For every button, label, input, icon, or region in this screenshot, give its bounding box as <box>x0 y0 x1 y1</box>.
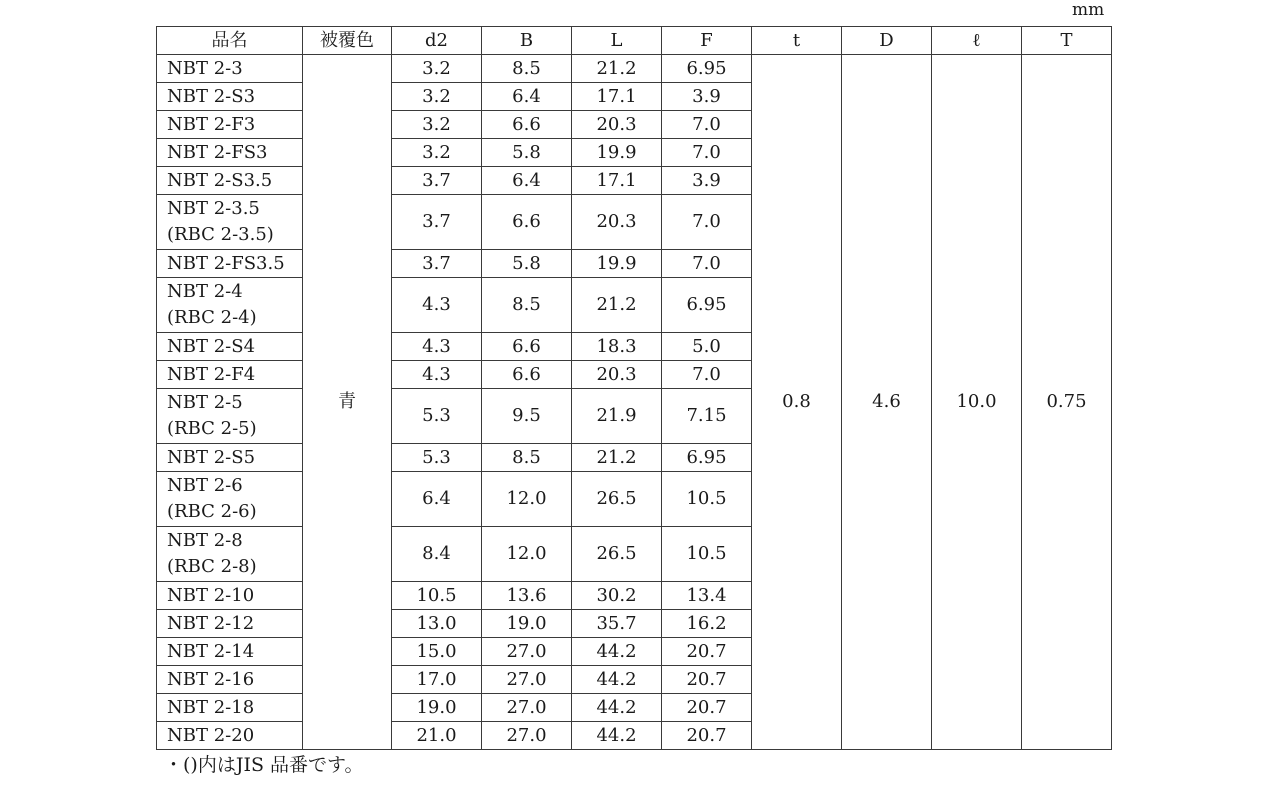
value-f-cell: 7.0 <box>662 195 752 250</box>
part-name: NBT 2-F4 <box>167 363 256 385</box>
header-b: B <box>482 27 572 55</box>
table-header <box>157 27 1112 55</box>
spec-table <box>156 26 1112 750</box>
value-d2-cell: 3.2 <box>392 83 482 111</box>
part-name-cell <box>157 610 303 638</box>
header-ell: ℓ <box>932 27 1022 55</box>
value-d2-cell: 3.2 <box>392 55 482 83</box>
part-name-cell <box>157 694 303 722</box>
value-b-cell: 6.6 <box>482 361 572 389</box>
value-d2-cell: 3.2 <box>392 139 482 167</box>
value-f-cell: 7.0 <box>662 139 752 167</box>
footnote: ・()内はJIS 品番です。 <box>164 754 364 776</box>
part-name-cell <box>157 55 303 83</box>
value-l-cell: 17.1 <box>572 167 662 195</box>
value-f-cell: 6.95 <box>662 55 752 83</box>
part-name: NBT 2-S3.5 <box>167 169 273 191</box>
part-name-cell <box>157 139 303 167</box>
value-thickness-cell: 0.75 <box>1022 55 1112 750</box>
value-b-cell: 6.6 <box>482 111 572 139</box>
value-l-cell: 20.3 <box>572 361 662 389</box>
part-name: NBT 2-4 <box>167 281 243 302</box>
header-l: L <box>572 27 662 55</box>
value-f-cell: 6.95 <box>662 444 752 472</box>
value-f-cell: 20.7 <box>662 722 752 750</box>
part-name: NBT 2-16 <box>167 668 255 690</box>
part-name: (RBC 2-8) <box>167 556 257 577</box>
value-b-cell: 13.6 <box>482 582 572 610</box>
value-d2-cell: 4.3 <box>392 361 482 389</box>
value-l-cell: 35.7 <box>572 610 662 638</box>
part-name: NBT 2-8 <box>167 530 243 551</box>
part-name-cell <box>157 666 303 694</box>
header-d: D <box>842 27 932 55</box>
value-b-cell: 5.8 <box>482 139 572 167</box>
value-d-cell: 4.6 <box>842 55 932 750</box>
value-b-cell: 27.0 <box>482 666 572 694</box>
part-name-cell <box>157 195 303 250</box>
value-d2-cell: 3.2 <box>392 111 482 139</box>
value-b-cell: 27.0 <box>482 694 572 722</box>
header-row <box>157 27 1112 55</box>
value-d2-cell: 4.3 <box>392 333 482 361</box>
part-name-cell <box>157 444 303 472</box>
part-name: NBT 2-5 <box>167 392 243 413</box>
value-f-cell: 16.2 <box>662 610 752 638</box>
table-row <box>157 55 1112 83</box>
value-d2-cell: 5.3 <box>392 389 482 444</box>
coating-color-cell: 青 <box>303 55 392 750</box>
value-f-cell: 6.95 <box>662 278 752 333</box>
value-d2-cell: 8.4 <box>392 527 482 582</box>
part-name: NBT 2-S4 <box>167 335 256 357</box>
part-name: NBT 2-F3 <box>167 113 256 135</box>
value-l-cell: 21.9 <box>572 389 662 444</box>
value-f-cell: 5.0 <box>662 333 752 361</box>
value-f-cell: 10.5 <box>662 472 752 527</box>
value-d2-cell: 13.0 <box>392 610 482 638</box>
value-l-cell: 44.2 <box>572 694 662 722</box>
part-name: (RBC 2-3.5) <box>167 224 274 245</box>
value-d2-cell: 15.0 <box>392 638 482 666</box>
part-name-cell <box>157 582 303 610</box>
value-l-cell: 21.2 <box>572 444 662 472</box>
part-name: NBT 2-20 <box>167 724 255 746</box>
value-f-cell: 20.7 <box>662 638 752 666</box>
value-b-cell: 6.6 <box>482 333 572 361</box>
part-name: NBT 2-18 <box>167 696 255 718</box>
value-d2-cell: 3.7 <box>392 250 482 278</box>
value-l-cell: 44.2 <box>572 722 662 750</box>
part-name: NBT 2-S5 <box>167 446 256 468</box>
value-b-cell: 6.4 <box>482 167 572 195</box>
header-t: t <box>752 27 842 55</box>
value-l-cell: 20.3 <box>572 195 662 250</box>
value-b-cell: 5.8 <box>482 250 572 278</box>
value-b-cell: 6.6 <box>482 195 572 250</box>
part-name: (RBC 2-6) <box>167 501 257 522</box>
value-f-cell: 3.9 <box>662 167 752 195</box>
value-d2-cell: 4.3 <box>392 278 482 333</box>
part-name: NBT 2-10 <box>167 584 255 606</box>
value-b-cell: 9.5 <box>482 389 572 444</box>
part-name-cell <box>157 278 303 333</box>
value-b-cell: 8.5 <box>482 278 572 333</box>
table-body <box>157 55 1112 750</box>
value-f-cell: 7.15 <box>662 389 752 444</box>
value-d2-cell: 3.7 <box>392 167 482 195</box>
value-l-cell: 26.5 <box>572 472 662 527</box>
value-ell-cell: 10.0 <box>932 55 1022 750</box>
part-name: NBT 2-14 <box>167 640 255 662</box>
value-l-cell: 18.3 <box>572 333 662 361</box>
part-name-cell <box>157 472 303 527</box>
value-l-cell: 44.2 <box>572 666 662 694</box>
value-d2-cell: 21.0 <box>392 722 482 750</box>
value-l-cell: 20.3 <box>572 111 662 139</box>
value-l-cell: 30.2 <box>572 582 662 610</box>
part-name-cell <box>157 83 303 111</box>
value-d2-cell: 17.0 <box>392 666 482 694</box>
value-f-cell: 20.7 <box>662 694 752 722</box>
value-b-cell: 27.0 <box>482 638 572 666</box>
value-b-cell: 6.4 <box>482 83 572 111</box>
value-d2-cell: 19.0 <box>392 694 482 722</box>
value-l-cell: 26.5 <box>572 527 662 582</box>
part-name-cell <box>157 638 303 666</box>
part-name-cell <box>157 250 303 278</box>
value-b-cell: 8.5 <box>482 444 572 472</box>
value-t-cell: 0.8 <box>752 55 842 750</box>
value-f-cell: 20.7 <box>662 666 752 694</box>
value-b-cell: 27.0 <box>482 722 572 750</box>
header-name: 品名 <box>157 27 303 55</box>
header-thickness: T <box>1022 27 1112 55</box>
value-d2-cell: 10.5 <box>392 582 482 610</box>
value-l-cell: 21.2 <box>572 278 662 333</box>
part-name-cell <box>157 361 303 389</box>
part-name: NBT 2-12 <box>167 612 255 634</box>
unit-label: mm <box>1072 0 1105 20</box>
part-name: (RBC 2-4) <box>167 307 257 328</box>
value-b-cell: 12.0 <box>482 527 572 582</box>
value-l-cell: 19.9 <box>572 139 662 167</box>
value-f-cell: 3.9 <box>662 83 752 111</box>
part-name-cell <box>157 722 303 750</box>
part-name: NBT 2-FS3.5 <box>167 252 285 274</box>
part-name-cell <box>157 389 303 444</box>
value-b-cell: 8.5 <box>482 55 572 83</box>
part-name: NBT 2-S3 <box>167 85 256 107</box>
value-d2-cell: 5.3 <box>392 444 482 472</box>
value-l-cell: 21.2 <box>572 55 662 83</box>
value-f-cell: 13.4 <box>662 582 752 610</box>
value-d2-cell: 6.4 <box>392 472 482 527</box>
value-d2-cell: 3.7 <box>392 195 482 250</box>
value-f-cell: 7.0 <box>662 111 752 139</box>
part-name: NBT 2-3 <box>167 57 243 79</box>
part-name: NBT 2-6 <box>167 475 243 496</box>
value-f-cell: 7.0 <box>662 250 752 278</box>
value-b-cell: 12.0 <box>482 472 572 527</box>
part-name-cell <box>157 333 303 361</box>
part-name: NBT 2-3.5 <box>167 198 260 219</box>
part-name-cell <box>157 111 303 139</box>
header-d2: d2 <box>392 27 482 55</box>
part-name-cell <box>157 527 303 582</box>
part-name-cell <box>157 167 303 195</box>
header-f: F <box>662 27 752 55</box>
part-name: NBT 2-FS3 <box>167 141 268 163</box>
value-l-cell: 19.9 <box>572 250 662 278</box>
value-l-cell: 17.1 <box>572 83 662 111</box>
value-l-cell: 44.2 <box>572 638 662 666</box>
header-color: 被覆色 <box>303 27 392 55</box>
value-f-cell: 7.0 <box>662 361 752 389</box>
part-name: (RBC 2-5) <box>167 418 257 439</box>
value-f-cell: 10.5 <box>662 527 752 582</box>
value-b-cell: 19.0 <box>482 610 572 638</box>
